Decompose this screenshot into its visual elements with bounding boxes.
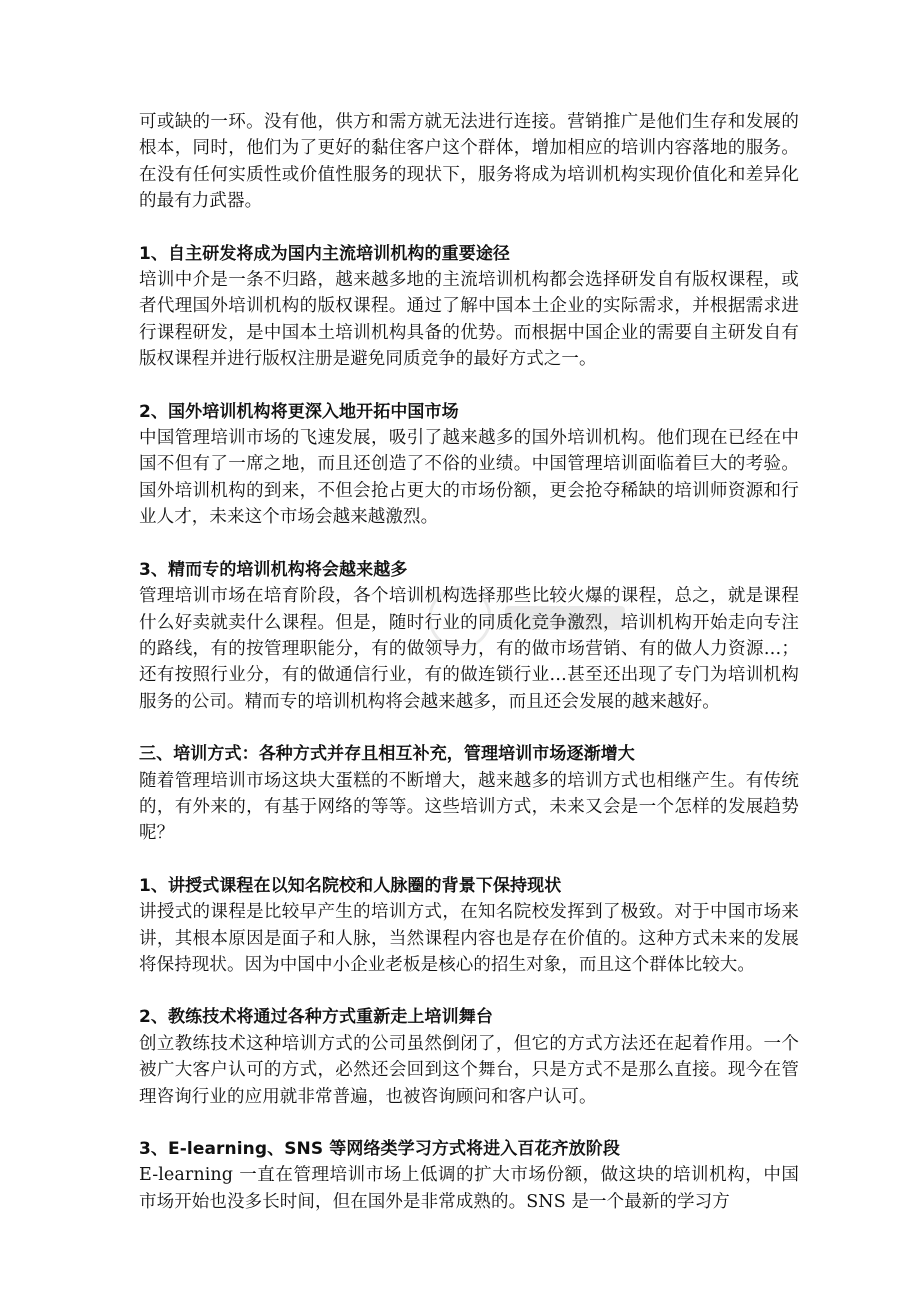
section-heading: 1、自主研发将成为国内主流培训机构的重要途径 xyxy=(139,243,511,264)
section-paragraph: 培训中介是一条不归路，越来越多地的主流培训机构都会选择研发自有版权课程，或者代理国外培训机构的版权课程。通过了解中国本土企业的实际需求，并根据需求进行课程研发，是中国本土培训机构具备的优势。而根据中国企业的需要自主研发自有版权课程并进行版权注册是避免同质竞争的最好方式之一。 xyxy=(139,270,799,370)
section-paragraph: 创立教练技术这种培训方式的公司虽然倒闭了，但它的方式方法还在起着作用。一个被广大客户认可的方式，必然还会回到这个舞台，只是方式不是那么直接。现今在管理咨询行业的应用就非常普遍，也被咨询顾问和客户认可。 xyxy=(139,1033,799,1107)
section-heading: 2、教练技术将通过各种方式重新走上培训舞台 xyxy=(139,1007,493,1028)
section-self-research xyxy=(139,241,799,373)
section-foreign-institutions xyxy=(139,399,799,531)
section-paragraph: E-learning 一直在管理培训市场上低调的扩大市场份额，做这块的培训机构，中国市场开始也没多长时间，但在国外是非常成熟的。SNS 是一个最新的学习方 xyxy=(139,1165,799,1212)
intro-paragraph: 可或缺的一环。没有他，供方和需方就无法进行连接。营销推广是他们生存和发展的根本，同时，他们为了更好的黏住客户这个群体，增加相应的培训内容落地的服务。在没有任何实质性或价值性服务的现状下，服务将成为培训机构实现价值化和差异化的最有力武器。 xyxy=(139,112,799,212)
section-elearning-sns xyxy=(139,1136,799,1215)
section-training-methods xyxy=(139,741,799,847)
section-heading: 1、讲授式课程在以知名院校和人脉圈的背景下保持现状 xyxy=(139,875,562,896)
section-paragraph: 中国管理培训市场的飞速发展，吸引了越来越多的国外培训机构。他们现在已经在中国不但有了一席之地，而且还创造了不俗的业绩。中国管理培训面临着巨大的考验。国外培训机构的到来，不但会抢占更大的市场份额，更会抢夺稀缺的培训师资源和行业人才，未来这个市场会越来越激烈。 xyxy=(139,428,799,528)
section-lecture-courses xyxy=(139,873,799,979)
section-paragraph: 管理培训市场在培育阶段，各个培训机构选择那些比较火爆的课程，总之，就是课程什么好卖就卖什么课程。但是，随时行业的同质化竞争激烈，培训机构开始走向专注的路线，有的按管理职能分，有的做领导力，有的做市场营销、有的做人力资源…；还有按照行业分，有的做通信行业，有的做连锁行业…甚至还出现了专门为培训机构服务的公司。精而专的培训机构将会越来越多，而且还会发展的越来越好。 xyxy=(139,586,799,712)
document-body xyxy=(139,109,799,1215)
section-paragraph: 随着管理培训市场这块大蛋糕的不断增大，越来越多的培训方式也相继产生。有传统的，有外来的，有基于网络的等等。这些培训方式，未来又会是一个怎样的发展趋势呢？ xyxy=(139,770,799,844)
section-coaching-technique xyxy=(139,1004,799,1110)
section-specialized-institutions xyxy=(139,557,799,715)
section-heading: 3、精而专的培训机构将会越来越多 xyxy=(139,559,408,580)
section-heading: 2、国外培训机构将更深入地开拓中国市场 xyxy=(139,401,459,422)
section-paragraph: 讲授式的课程是比较早产生的培训方式，在知名院校发挥到了极致。对于中国市场来讲，其根本原因是面子和人脉，当然课程内容也是存在价值的。这种方式未来的发展将保持现状。因为中国中小企业老板是核心的招生对象，而且这个群体比较大。 xyxy=(139,902,799,975)
section-heading: 3、E-learning、SNS 等网络类学习方式将进入百花齐放阶段 xyxy=(139,1139,620,1159)
section-heading: 三、培训方式：各种方式并存且相互补充，管理培训市场逐渐增大 xyxy=(139,744,635,765)
